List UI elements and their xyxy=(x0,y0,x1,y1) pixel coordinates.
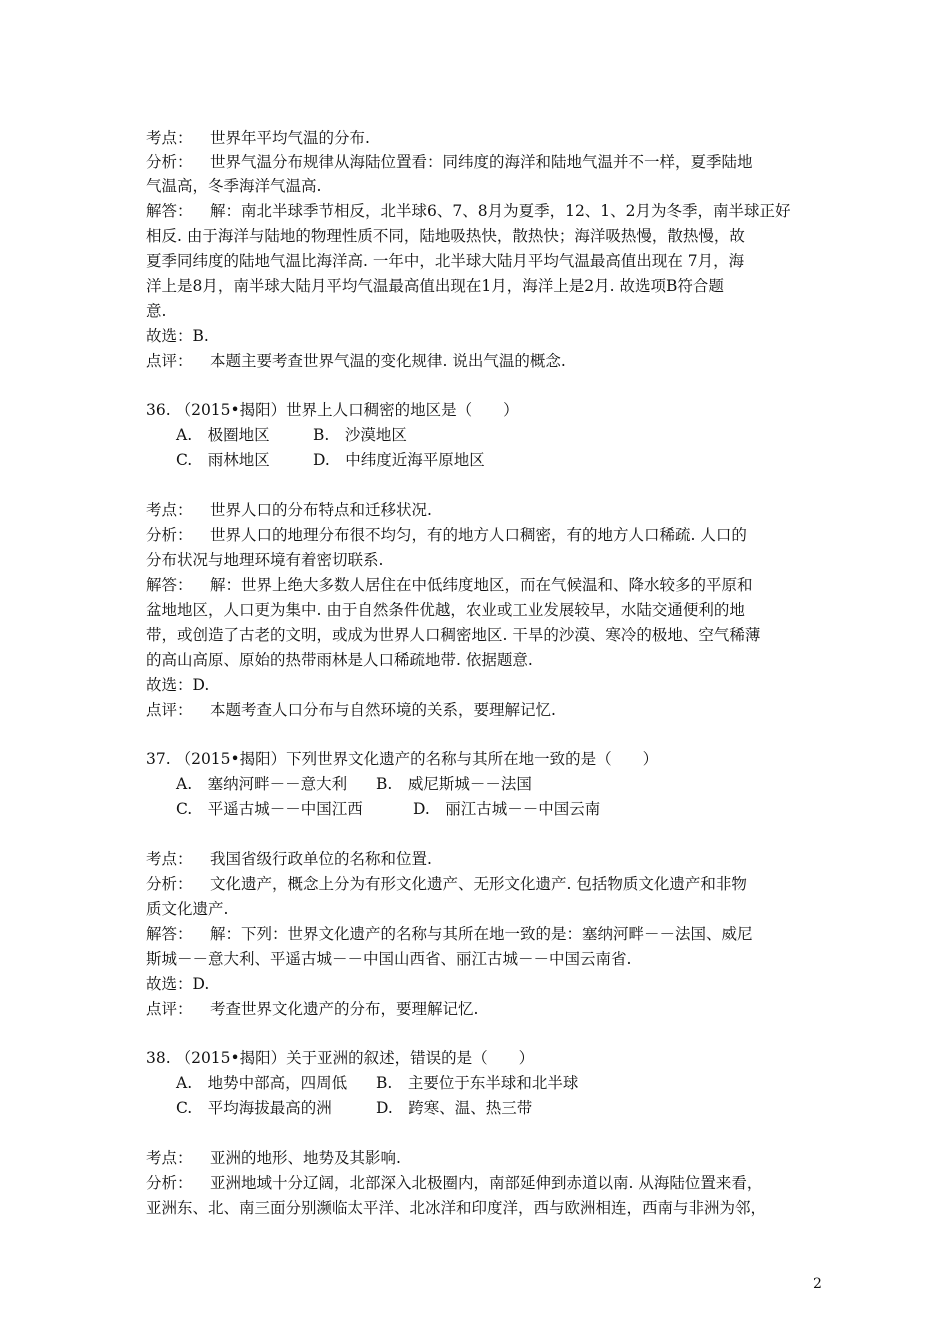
text-line xyxy=(146,524,820,546)
line-text: 解：世界上绝大多数人居住在中低纬度地区，而在气候温和、降水较多的平原和 xyxy=(210,576,753,594)
line-label: 分析： xyxy=(146,153,193,171)
text-line xyxy=(146,127,820,149)
line-text: 世界气温分布规律从海陆位置看：同纬度的海洋和陆地气温并不一样，夏季陆地 xyxy=(210,153,753,171)
text-line xyxy=(146,1197,820,1219)
line-text: 37. （2015•揭阳）下列世界文化遗产的名称与其所在地一致的是（ ） xyxy=(146,750,659,768)
line-text: 夏季同纬度的陆地气温比海洋高. 一年中，北半球大陆月平均气温最高值出现在 7月，海 xyxy=(146,252,745,270)
answer-option: C. 平均海拔最高的洲 xyxy=(176,1099,332,1117)
text-line xyxy=(146,898,820,920)
line-text: 解：南北半球季节相反，北半球6、7、8月为夏季，12、1、2月为冬季，南半球正好 xyxy=(210,202,791,220)
answer-option: C. 平遥古城－－中国江西 xyxy=(176,800,363,818)
text-line xyxy=(146,649,820,671)
text-line xyxy=(146,574,820,596)
text-line xyxy=(146,973,820,995)
line-text: 的高山高原、原始的热带雨林是人口稀疏地带. 依据题意. xyxy=(146,651,533,669)
line-text: 故选：B. xyxy=(146,327,209,345)
line-text: 洋上是8月，南半球大陆月平均气温最高值出现在1月，海洋上是2月. 故选项B符合题 xyxy=(146,277,724,295)
answer-option: D. 丽江古城－－中国云南 xyxy=(413,800,601,818)
line-text: 故选：D. xyxy=(146,676,210,694)
line-text: 世界年平均气温的分布. xyxy=(210,129,370,147)
text-line xyxy=(146,699,820,721)
line-text: 分布状况与地理环境有着密切联系. xyxy=(146,551,384,569)
line-text: 本题主要考查世界气温的变化规律. 说出气温的概念. xyxy=(210,352,566,370)
line-text: 亚洲地域十分辽阔，北部深入北极圈内，南部延伸到赤道以南. 从海陆位置来看， xyxy=(210,1174,763,1192)
text-line xyxy=(146,499,820,521)
line-label: 考点： xyxy=(146,501,193,519)
line-label: 分析： xyxy=(146,526,193,544)
line-label: 点评： xyxy=(146,352,193,370)
line-text: 质文化遗产. xyxy=(146,900,229,918)
text-line xyxy=(146,275,820,297)
line-label: 解答： xyxy=(146,576,193,594)
line-text: 世界人口的分布特点和迁移状况. xyxy=(210,501,432,519)
text-line xyxy=(146,948,820,970)
text-line xyxy=(146,848,820,870)
text-line xyxy=(146,873,820,895)
line-text: 盆地地区，人口更为集中. 由于自然条件优越，农业或工业发展较早，水陆交通便利的地 xyxy=(146,601,745,619)
line-text: 本题考查人口分布与自然环境的关系，要理解记忆. xyxy=(210,701,556,719)
line-text: 斯城－－意大利、平遥古城－－中国山西省、丽江古城－－中国云南省. xyxy=(146,950,632,968)
line-text: 36. （2015•揭阳）世界上人口稠密的地区是（ ） xyxy=(146,401,519,419)
line-text: 气温高，冬季海洋气温高. xyxy=(146,177,322,195)
answer-option: D. 跨寒、温、热三带 xyxy=(376,1099,533,1117)
text-line xyxy=(146,998,820,1020)
line-label: 分析： xyxy=(146,875,193,893)
line-label: 解答： xyxy=(146,202,193,220)
answer-option: B. 沙漠地区 xyxy=(313,426,407,444)
answer-option: A. 地势中部高，四周低 xyxy=(176,1074,348,1092)
line-text: 亚洲的地形、地势及其影响. xyxy=(210,1149,401,1167)
answer-option: A. 塞纳河畔－－意大利 xyxy=(176,775,348,793)
text-line xyxy=(146,399,820,421)
text-line xyxy=(146,923,820,945)
answer-option: B. 主要位于东半球和北半球 xyxy=(376,1074,579,1092)
line-text: 38. （2015•揭阳）关于亚洲的叙述，错误的是（ ） xyxy=(146,1049,535,1067)
page-number: 2 xyxy=(813,1276,822,1292)
text-line xyxy=(146,1047,820,1069)
line-label: 考点： xyxy=(146,850,193,868)
text-line xyxy=(146,624,820,646)
text-line xyxy=(146,225,820,247)
text-line xyxy=(146,350,820,372)
line-label: 分析： xyxy=(146,1174,193,1192)
answer-option: D. 中纬度近海平原地区 xyxy=(313,451,485,469)
text-line xyxy=(146,151,820,173)
line-label: 点评： xyxy=(146,1000,193,1018)
text-line xyxy=(146,599,820,621)
text-line xyxy=(146,1172,820,1194)
line-label: 考点： xyxy=(146,1149,193,1167)
answer-option: A. 极圈地区 xyxy=(176,426,270,444)
text-line xyxy=(146,1147,820,1169)
line-text: 意. xyxy=(146,302,167,320)
line-label: 点评： xyxy=(146,701,193,719)
line-text: 相反. 由于海洋与陆地的物理性质不同，陆地吸热快，散热快；海洋吸热慢，散热慢，故 xyxy=(146,227,745,245)
text-line xyxy=(146,325,820,347)
line-text: 世界人口的地理分布很不均匀，有的地方人口稠密，有的地方人口稀疏. 人口的 xyxy=(210,526,747,544)
text-line xyxy=(146,300,820,322)
line-text: 解：下列：世界文化遗产的名称与其所在地一致的是：塞纳河畔－－法国、威尼 xyxy=(210,925,753,943)
line-text: 亚洲东、北、南三面分别濒临太平洋、北冰洋和印度洋，西与欧洲相连，西南与非洲为邻， xyxy=(146,1199,767,1217)
line-text: 带，或创造了古老的文明，或成为世界人口稠密地区. 干旱的沙漠、寒冷的极地、空气稀薄 xyxy=(146,626,761,644)
text-line xyxy=(146,250,820,272)
line-text: 文化遗产，概念上分为有形文化遗产、无形文化遗产. 包括物质文化遗产和非物 xyxy=(210,875,747,893)
line-text: 故选：D. xyxy=(146,975,210,993)
line-label: 解答： xyxy=(146,925,193,943)
text-line xyxy=(146,748,820,770)
line-label: 考点： xyxy=(146,129,193,147)
text-line xyxy=(146,674,820,696)
text-line xyxy=(146,549,820,571)
answer-option: B. 威尼斯城－－法国 xyxy=(376,775,532,793)
text-line xyxy=(146,175,820,197)
line-text: 我国省级行政单位的名称和位置. xyxy=(210,850,432,868)
text-line xyxy=(146,200,820,222)
answer-option: C. 雨林地区 xyxy=(176,451,270,469)
line-text: 考查世界文化遗产的分布，要理解记忆. xyxy=(210,1000,479,1018)
